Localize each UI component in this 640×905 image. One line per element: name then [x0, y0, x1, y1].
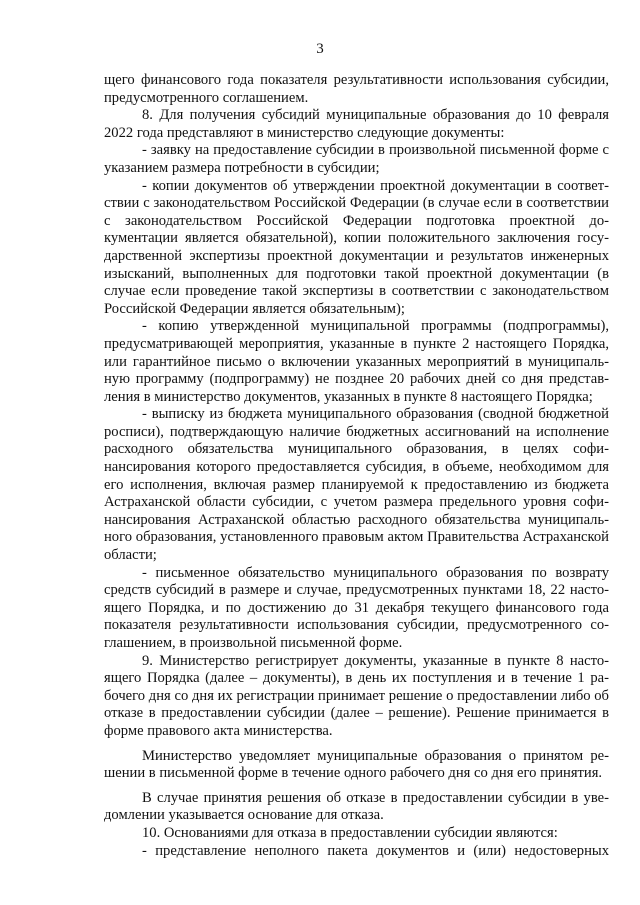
paragraph: - выписку из бюджета муниципального образования (сводной бюджетной росписи), подтверждающую наличие бюджетных ассигнований на исполнение расходного обязательства муниципального образования, в целях софинансирования которого предоставляется субсидия, в объеме, необходимом для его исполнения, включая размер планируемой к предоставлению из бюджета Астраханской области субсидии, с учетом размера предельного уровня софинансирования Астраханской областью расходного обязательства муниципального образования, установленного правовым актом Правительства Астраханской области; — [104, 406, 609, 564]
paragraph: 9. Министерство регистрирует документы, указанные в пункте 8 настоящего Порядка (далее – документы), в день их поступления и в течение 1 рабочего дня со дня их регистрации принимает решение о предоставлении либо об отказе в предоставлении субсидии (далее – решение). Решение принимается в форме правового акта министерства. — [104, 652, 609, 739]
page-number: 3 — [316, 41, 324, 57]
body-text — [104, 72, 609, 860]
paragraph: - копию утвержденной муниципальной программы (подпрограммы), предусматривающей мероприятия, указанные в пункте 2 настоящего Порядка, или гарантийное письмо о включении указанных мероприятий в муниципальную программу (подпрограмму) не позднее 20 рабочих дней со дня представления в министерство документов, указанных в пункте 8 настоящего Порядка; — [104, 318, 609, 405]
paragraph: Министерство уведомляет муниципальные образования о принятом решении в письменной форме в течение одного рабочего дня со дня его принятия. — [104, 747, 609, 782]
paragraph: 10. Основаниями для отказа в предоставлении субсидии являются: — [142, 824, 558, 841]
paragraph: 8. Для получения субсидий муниципальные образования до 10 февраля 2022 года представляют в министерство следующие документы: — [104, 107, 609, 141]
paragraph: щего финансового года показателя результативности использования субсидии, предусмотренного соглашением. — [104, 72, 609, 106]
paragraph: - письменное обязательство муниципального образования по возврату средств субсидий в размере и случае, предусмотренных пунктами 18, 22 настоящего Порядка, и по достижению до 31 декабря текущего финансового года показателя результативности использования субсидии, предусмотренного соглашением, в произвольной письменной форме. — [104, 564, 609, 651]
paragraph: - заявку на предоставление субсидии в произвольной письменной форме с указанием размера потребности в субсидии; — [104, 142, 609, 176]
paragraph: В случае принятия решения об отказе в предоставлении субсидии в уведомлении указывается основание для отказа. — [104, 789, 609, 824]
paragraph-last: - представление неполного пакета документов и (или) недостоверных — [142, 842, 609, 859]
paragraph: - копии документов об утверждении проектной документации в соответствии с законодательством Российской Федерации (в случае если в соответствии с законодательством Российской Федерации подготовка проектной документации является обязательной), копии положительного заключения государственной экспертизы проектной документации и результатов инженерных изысканий, выполненных для подготовки такой проектной документации (в случае если проведение такой экспертизы в соответствии с законодательством Российской Федерации является обязательным); — [104, 177, 609, 317]
